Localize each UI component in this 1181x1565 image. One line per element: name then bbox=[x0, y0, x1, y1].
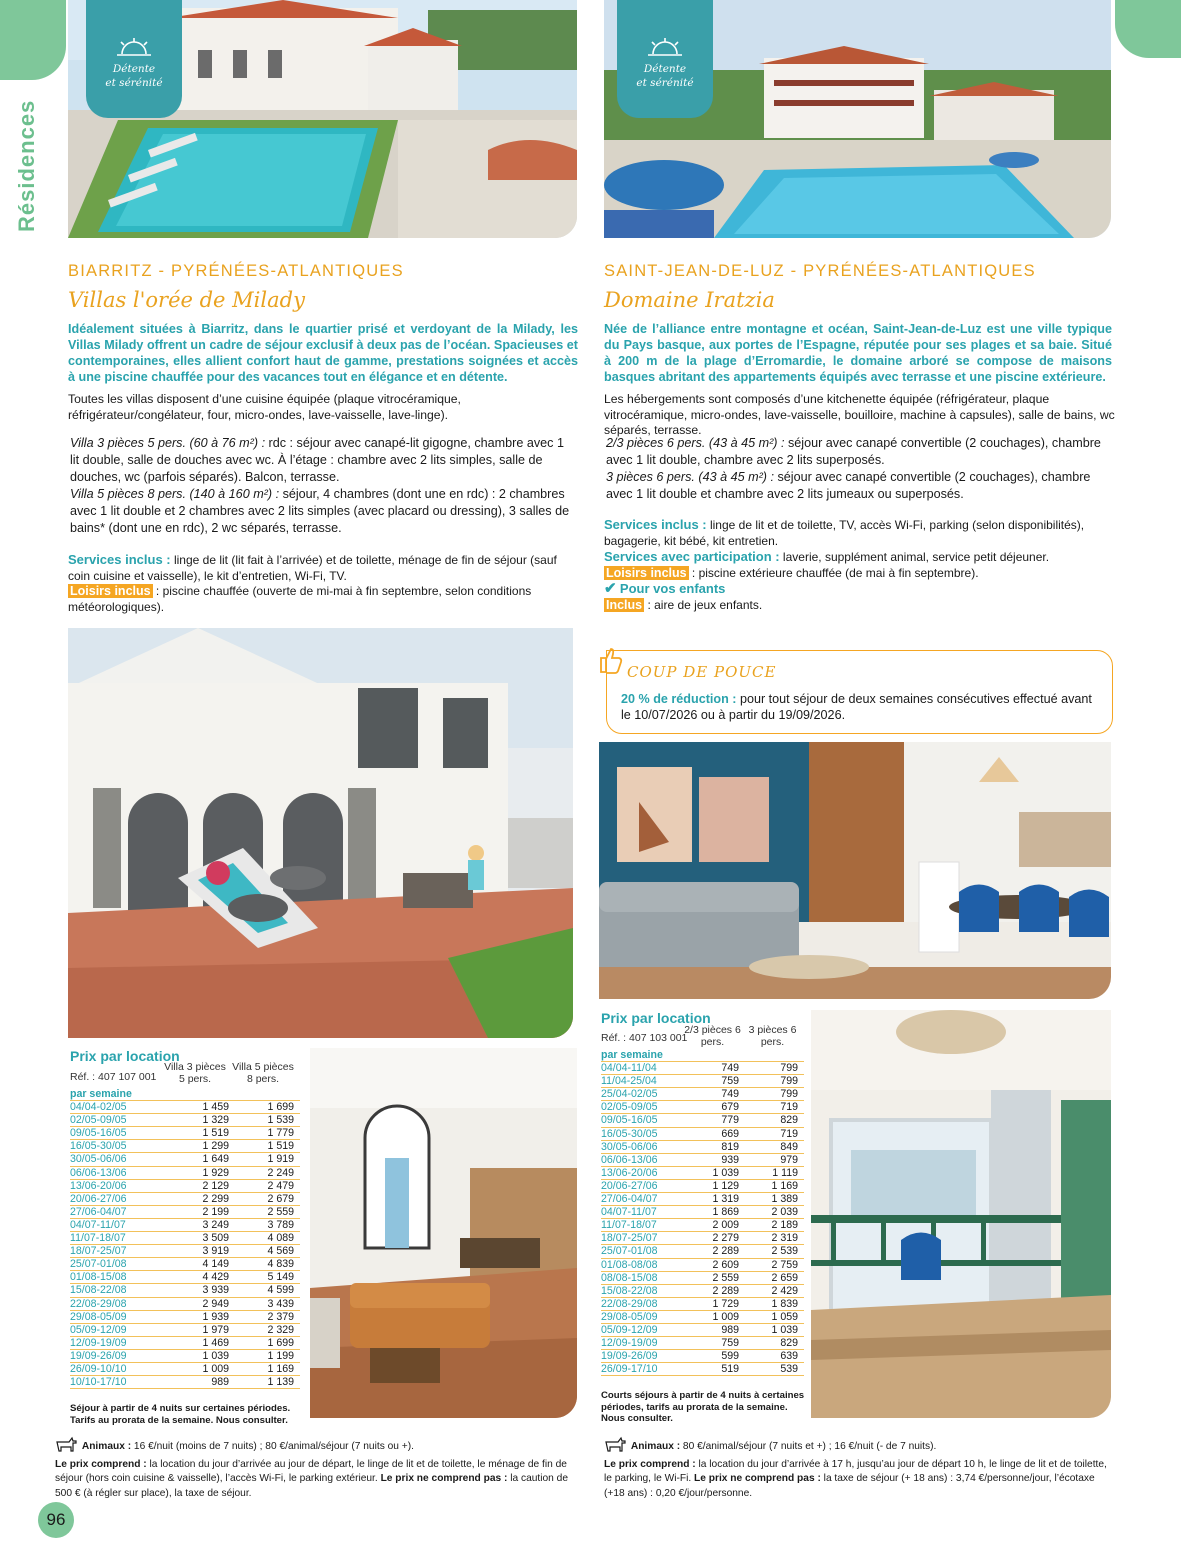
price-date-cell: 06/06-13/06 bbox=[70, 1166, 170, 1179]
table-row bbox=[601, 1166, 804, 1179]
price-date-cell: 20/06-27/06 bbox=[70, 1192, 170, 1205]
price-date-cell: 12/09-19/09 bbox=[601, 1337, 686, 1350]
price-date-cell: 02/05-09/05 bbox=[70, 1114, 170, 1127]
price-period-label: par semaine bbox=[601, 1049, 804, 1062]
price-date-cell: 02/05-09/05 bbox=[601, 1101, 686, 1114]
table-row bbox=[601, 1323, 804, 1336]
price-date-cell: 08/08-15/08 bbox=[601, 1271, 686, 1284]
price-value-cell: 829 bbox=[745, 1337, 804, 1350]
price-value-cell: 1 169 bbox=[745, 1179, 804, 1192]
price-value-cell: 1 039 bbox=[745, 1323, 804, 1336]
price-ref-left: Réf. : 407 107 001 bbox=[70, 1071, 157, 1083]
price-value-cell: 2 479 bbox=[235, 1179, 300, 1192]
services2-label: Services avec participation : bbox=[604, 549, 780, 564]
price-date-cell: 30/05-06/06 bbox=[70, 1153, 170, 1166]
units-left bbox=[70, 435, 575, 537]
price-value-cell: 3 249 bbox=[170, 1218, 235, 1231]
unit-desc: séjour avec canapé convertible (2 couchages), chambre avec 1 lit double, chambre avec 2 lits superposés. bbox=[606, 436, 1101, 467]
price-date-cell: 27/06-04/07 bbox=[70, 1205, 170, 1218]
price-value-cell: 4 429 bbox=[170, 1271, 235, 1284]
badge-line2: et sérénité bbox=[105, 77, 163, 89]
price-value-cell: 1 329 bbox=[170, 1114, 235, 1127]
price-value-cell: 3 939 bbox=[170, 1284, 235, 1297]
price-value-cell: 5 149 bbox=[235, 1271, 300, 1284]
price-value-cell: 939 bbox=[686, 1153, 745, 1166]
table-row bbox=[601, 1062, 804, 1075]
services2-text: laverie, supplément animal, service petit déjeuner. bbox=[779, 550, 1050, 564]
price-value-cell: 1 519 bbox=[235, 1140, 300, 1153]
price-period-row bbox=[601, 1049, 804, 1062]
table-row bbox=[601, 1271, 804, 1284]
kids-title: Pour vos enfants bbox=[619, 581, 726, 596]
price-value-cell: 2 129 bbox=[170, 1179, 235, 1192]
table-row bbox=[601, 1088, 804, 1101]
price-value-cell: 1 169 bbox=[235, 1362, 300, 1375]
units-right bbox=[606, 435, 1111, 503]
price-value-cell: 4 089 bbox=[235, 1232, 300, 1245]
price-date-cell: 04/04-11/04 bbox=[601, 1062, 686, 1075]
price-date-cell: 11/07-18/07 bbox=[70, 1232, 170, 1245]
table-row bbox=[70, 1349, 300, 1362]
leisure-text: : piscine chauffée (ouverte de mi-mai à fin septembre, selon conditions météorologiques). bbox=[68, 584, 532, 614]
price-value-cell: 2 289 bbox=[686, 1284, 745, 1297]
price-date-cell: 15/08-22/08 bbox=[601, 1284, 686, 1297]
table-row bbox=[70, 1114, 300, 1127]
price-value-cell: 799 bbox=[745, 1088, 804, 1101]
promo-label: 20 % de réduction : bbox=[621, 692, 737, 706]
price-table-left bbox=[70, 1088, 300, 1389]
price-value-cell: 719 bbox=[745, 1127, 804, 1140]
sun-icon bbox=[617, 38, 713, 61]
price-value-cell: 1 869 bbox=[686, 1206, 745, 1219]
price-value-cell: 779 bbox=[686, 1114, 745, 1127]
price-date-cell: 16/05-30/05 bbox=[70, 1140, 170, 1153]
price-value-cell: 4 149 bbox=[170, 1258, 235, 1271]
price-date-cell: 04/04-02/05 bbox=[70, 1101, 170, 1114]
animals-text: 16 €/nuit (moins de 7 nuits) ; 80 €/animal/séjour (7 nuits ou +). bbox=[131, 1441, 414, 1452]
table-row bbox=[601, 1297, 804, 1310]
table-row bbox=[70, 1127, 300, 1140]
table-row bbox=[601, 1206, 804, 1219]
price-value-cell: 2 539 bbox=[745, 1245, 804, 1258]
price-date-cell: 25/04-02/05 bbox=[601, 1088, 686, 1101]
unit-desc: rdc : séjour avec canapé-lit gigogne, chambre avec 1 lit double, salle de douches avec wc. À l’étage : chambre avec 2 lits simples, salle de douches, wc (parfois séparés). Balcon, terrasse. bbox=[70, 436, 564, 484]
price-value-cell: 2 299 bbox=[170, 1192, 235, 1205]
price-date-cell: 13/06-20/06 bbox=[601, 1166, 686, 1179]
price-date-cell: 22/08-29/08 bbox=[601, 1297, 686, 1310]
table-row bbox=[601, 1363, 804, 1376]
leisure-label: Loisirs inclus bbox=[70, 584, 151, 598]
kids-label: Inclus bbox=[606, 597, 643, 612]
apartment-balcony-photo bbox=[811, 1010, 1111, 1418]
price-value-cell: 1 009 bbox=[170, 1362, 235, 1375]
price-value-cell: 1 459 bbox=[170, 1101, 235, 1114]
residence-title-right: Domaine Iratzia bbox=[604, 288, 775, 312]
price-value-cell: 2 759 bbox=[745, 1258, 804, 1271]
price-value-cell: 1 919 bbox=[235, 1153, 300, 1166]
services-left bbox=[68, 552, 580, 615]
price-date-cell: 22/08-29/08 bbox=[70, 1297, 170, 1310]
table-row bbox=[601, 1245, 804, 1258]
badge-line1: Détente bbox=[643, 63, 687, 75]
price-date-cell: 25/07-01/08 bbox=[70, 1258, 170, 1271]
footer-right bbox=[604, 1436, 1116, 1501]
price-value-cell: 1 979 bbox=[170, 1323, 235, 1336]
price-value-cell: 1 929 bbox=[170, 1166, 235, 1179]
price-date-cell: 05/09-12/09 bbox=[70, 1323, 170, 1336]
price-date-cell: 27/06-04/07 bbox=[601, 1193, 686, 1206]
table-row bbox=[601, 1114, 804, 1127]
price-date-cell: 16/05-30/05 bbox=[601, 1127, 686, 1140]
table-row bbox=[70, 1218, 300, 1231]
corner-tab-right bbox=[1115, 0, 1181, 58]
price-value-cell: 1 779 bbox=[235, 1127, 300, 1140]
table-row bbox=[70, 1310, 300, 1323]
price-value-cell: 1 009 bbox=[686, 1310, 745, 1323]
price-value-cell: 2 279 bbox=[686, 1232, 745, 1245]
price-value-cell: 719 bbox=[745, 1101, 804, 1114]
price-value-cell: 3 789 bbox=[235, 1218, 300, 1231]
price-date-cell: 11/07-18/07 bbox=[601, 1219, 686, 1232]
includes-label: Le prix comprend : bbox=[604, 1458, 696, 1470]
promo-text bbox=[621, 691, 1105, 723]
price-value-cell: 979 bbox=[745, 1153, 804, 1166]
table-row bbox=[70, 1140, 300, 1153]
price-value-cell: 849 bbox=[745, 1140, 804, 1153]
unit-desc: séjour, 4 chambres (dont une en rdc) : 2 chambres avec 1 lit double et 2 chambres avec 2 lits simples (avec placard ou dressing), 3 salles de bains* (dont une en rdc), 2 wc séparés, terrasse. bbox=[70, 487, 570, 535]
unit-name: 2/3 pièces 6 pers. (43 à 45 m²) : bbox=[606, 436, 785, 450]
leisure-label: Loisirs inclus bbox=[606, 565, 687, 580]
price-value-cell: 2 609 bbox=[686, 1258, 745, 1271]
table-row bbox=[70, 1205, 300, 1218]
kids-text: : aire de jeux enfants. bbox=[644, 597, 763, 612]
price-value-cell: 1 319 bbox=[686, 1193, 745, 1206]
price-table-right bbox=[601, 1049, 804, 1376]
price-value-cell: 2 379 bbox=[235, 1310, 300, 1323]
price-value-cell: 1 649 bbox=[170, 1153, 235, 1166]
price-col2-right: 3 pièces 6 pers. bbox=[748, 1024, 797, 1048]
animals-text: 80 €/animal/séjour (7 nuits et +) ; 16 €/nuit (- de 7 nuits). bbox=[680, 1441, 937, 1452]
price-date-cell: 09/05-16/05 bbox=[70, 1127, 170, 1140]
corner-tab-left bbox=[0, 0, 66, 80]
price-value-cell: 1 139 bbox=[235, 1376, 300, 1389]
price-value-cell: 799 bbox=[745, 1075, 804, 1088]
price-value-cell: 2 329 bbox=[235, 1323, 300, 1336]
price-value-cell: 2 949 bbox=[170, 1297, 235, 1310]
price-date-cell: 12/09-19/09 bbox=[70, 1336, 170, 1349]
price-value-cell: 2 659 bbox=[745, 1271, 804, 1284]
services-text: linge de lit et de toilette, TV, accès Wi-Fi, parking (selon disponibilités), bagagerie, kit bébé, kit entretien. bbox=[604, 518, 1085, 548]
price-value-cell: 1 729 bbox=[686, 1297, 745, 1310]
price-date-cell: 18/07-25/07 bbox=[70, 1245, 170, 1258]
price-date-cell: 05/09-12/09 bbox=[601, 1323, 686, 1336]
table-row bbox=[70, 1284, 300, 1297]
table-row bbox=[70, 1362, 300, 1375]
price-value-cell: 1 199 bbox=[235, 1349, 300, 1362]
price-date-cell: 19/09-26/09 bbox=[70, 1349, 170, 1362]
price-date-cell: 01/08-08/08 bbox=[601, 1258, 686, 1271]
table-row bbox=[70, 1271, 300, 1284]
price-col1-right: 2/3 pièces 6 pers. bbox=[684, 1024, 741, 1048]
price-value-cell: 2 559 bbox=[686, 1271, 745, 1284]
price-value-cell: 3 919 bbox=[170, 1245, 235, 1258]
price-value-cell: 2 249 bbox=[235, 1166, 300, 1179]
excludes-label: Le prix ne comprend pas : bbox=[380, 1473, 508, 1484]
intro-left: Idéalement situées à Biarritz, dans le quartier prisé et verdoyant de la Milady, les Villas Milady offrent un cadre de séjour exclusif à deux pas de l’océan. Spacieuses et contemporaines, elles allient confort haut de gamme, prestations soignées et accès à une piscine chauffée pour des vacances tout en élégance et en détente. bbox=[68, 322, 578, 384]
excludes-label: Le prix ne comprend pas : bbox=[694, 1473, 821, 1484]
table-row bbox=[70, 1258, 300, 1271]
price-value-cell: 1 299 bbox=[170, 1140, 235, 1153]
price-value-cell: 3 509 bbox=[170, 1232, 235, 1245]
price-col2-left: Villa 5 pièces 8 pers. bbox=[232, 1061, 294, 1085]
price-value-cell: 1 699 bbox=[235, 1101, 300, 1114]
price-date-cell: 06/06-13/06 bbox=[601, 1153, 686, 1166]
apartment-living-photo bbox=[599, 742, 1111, 999]
price-date-cell: 19/09-26/09 bbox=[601, 1350, 686, 1363]
price-value-cell: 2 199 bbox=[170, 1205, 235, 1218]
price-value-cell: 2 009 bbox=[686, 1219, 745, 1232]
dog-icon bbox=[604, 1436, 626, 1458]
unit-desc: séjour avec canapé convertible (2 couchages), chambre avec 1 lit double et chambre avec 2 lits jumeaux ou superposés. bbox=[606, 470, 1091, 501]
price-value-cell: 2 289 bbox=[686, 1245, 745, 1258]
footer-left bbox=[55, 1436, 580, 1501]
table-row bbox=[70, 1245, 300, 1258]
price-value-cell: 1 539 bbox=[235, 1114, 300, 1127]
price-ref-right: Réf. : 407 103 001 bbox=[601, 1032, 688, 1044]
price-period-label: par semaine bbox=[70, 1088, 300, 1101]
leisure-text: : piscine extérieure chauffée (de mai à fin septembre). bbox=[688, 565, 979, 580]
sun-icon bbox=[86, 38, 182, 61]
excludes-text: la caution de 500 € (à régler sur place), la taxe de séjour. bbox=[55, 1473, 568, 1499]
table-row bbox=[601, 1232, 804, 1245]
price-value-cell: 519 bbox=[686, 1363, 745, 1376]
table-row bbox=[601, 1193, 804, 1206]
table-row bbox=[70, 1232, 300, 1245]
price-date-cell: 25/07-01/08 bbox=[601, 1245, 686, 1258]
price-date-cell: 15/08-22/08 bbox=[70, 1284, 170, 1297]
table-row bbox=[70, 1376, 300, 1389]
residence-title-left: Villas l'orée de Milady bbox=[68, 288, 305, 312]
price-date-cell: 09/05-16/05 bbox=[601, 1114, 686, 1127]
price-date-cell: 26/09-10/10 bbox=[70, 1362, 170, 1375]
table-row bbox=[601, 1127, 804, 1140]
equipment-right: Les hébergements sont composés d’une kitchenette équipée (réfrigérateur, plaque vitrocéramique, micro-ondes, lave-vaisselle, bouilloire, machine à capsules), salle de bains, wc séparés, terrasse. bbox=[604, 392, 1115, 437]
price-value-cell: 819 bbox=[686, 1140, 745, 1153]
price-value-cell: 1 519 bbox=[170, 1127, 235, 1140]
includes-text: la location du jour d’arrivée au jour de départ, le linge de lit et de toilette, le ménage de fin de séjour (hors coin cuisine & vaisselle), l’accès Wi-Fi, le parking extérieur. bbox=[55, 1458, 567, 1484]
page-number: 96 bbox=[38, 1502, 74, 1538]
price-date-cell: 11/04-25/04 bbox=[601, 1075, 686, 1088]
relax-badge bbox=[86, 0, 182, 118]
badge-line2: et sérénité bbox=[636, 77, 694, 89]
section-label: Résidences bbox=[14, 99, 39, 232]
price-note-left: Séjour à partir de 4 nuits sur certaines périodes. Tarifs au prorata de la semaine. Nous consulter. bbox=[70, 1403, 291, 1426]
table-row bbox=[70, 1192, 300, 1205]
price-value-cell: 1 129 bbox=[686, 1179, 745, 1192]
table-row bbox=[601, 1075, 804, 1088]
price-date-cell: 13/06-20/06 bbox=[70, 1179, 170, 1192]
price-note-right: Courts séjours à partir de 4 nuits à certaines périodes, tarifs au prorata de la semaine. Nous consulter. bbox=[601, 1390, 805, 1424]
region-left: BIARRITZ - PYRÉNÉES-ATLANTIQUES bbox=[68, 262, 404, 280]
price-value-cell: 1 119 bbox=[745, 1166, 804, 1179]
includes-label: Le prix comprend : bbox=[55, 1458, 147, 1470]
equipment-left: Toutes les villas disposent d’une cuisine équipée (plaque vitrocéramique, réfrigérateur/congélateur, four, micro-ondes, lave-vaisselle, lave-linge). bbox=[68, 392, 461, 422]
villa-living-room-photo bbox=[310, 1048, 577, 1418]
price-date-cell: 26/09-17/10 bbox=[601, 1363, 686, 1376]
table-row bbox=[601, 1310, 804, 1323]
badge-line1: Détente bbox=[112, 63, 156, 75]
price-value-cell: 2 679 bbox=[235, 1192, 300, 1205]
table-row bbox=[601, 1153, 804, 1166]
table-row bbox=[601, 1219, 804, 1232]
intro-right: Née de l’alliance entre montagne et océan, Saint-Jean-de-Luz est une ville typique du Pays basque, aux portes de l’Espagne, réputée pour ses plages et sa baie. Situé à 200 m de la plage d’Erromardie, le domaine arboré se compose de maisons basques abritant des appartements équipés avec terrasse et une piscine extérieure. bbox=[604, 322, 1112, 384]
includes-text: la location du jour d’arrivée à 17 h, jusqu’au jour de départ 10 h, le linge de lit et de toilette, le parking, le Wi-Fi. bbox=[604, 1458, 1107, 1484]
price-value-cell: 989 bbox=[170, 1376, 235, 1389]
promo-desc: pour tout séjour de deux semaines consécutives effectué avant le 10/07/2026 ou à partir du 19/09/2026. bbox=[621, 692, 1092, 722]
excludes-text: la taxe de séjour (+ 18 ans) : 3,74 €/personne/jour, l’écotaxe (+18 ans) : 0,20 €/jour/personne. bbox=[604, 1473, 1095, 1499]
price-date-cell: 10/10-17/10 bbox=[70, 1376, 170, 1389]
price-value-cell: 599 bbox=[686, 1350, 745, 1363]
price-value-cell: 669 bbox=[686, 1127, 745, 1140]
table-row bbox=[601, 1140, 804, 1153]
price-date-cell: 18/07-25/07 bbox=[601, 1232, 686, 1245]
price-value-cell: 799 bbox=[745, 1062, 804, 1075]
region-right: SAINT-JEAN-DE-LUZ - PYRÉNÉES-ATLANTIQUES bbox=[604, 262, 1036, 280]
table-row bbox=[70, 1297, 300, 1310]
villa-terrace-photo bbox=[68, 628, 573, 1038]
price-col1-left: Villa 3 pièces 5 pers. bbox=[164, 1061, 226, 1085]
table-row bbox=[601, 1337, 804, 1350]
price-value-cell: 1 839 bbox=[745, 1297, 804, 1310]
services-label: Services inclus : bbox=[68, 552, 171, 567]
relax-badge bbox=[617, 0, 713, 118]
unit-name: Villa 3 pièces 5 pers. (60 à 76 m²) : bbox=[70, 436, 266, 450]
price-value-cell: 2 039 bbox=[745, 1206, 804, 1219]
price-period-row bbox=[70, 1088, 300, 1101]
table-row bbox=[601, 1284, 804, 1297]
dog-icon bbox=[55, 1436, 77, 1458]
price-value-cell: 749 bbox=[686, 1062, 745, 1075]
table-row bbox=[601, 1350, 804, 1363]
table-row bbox=[601, 1179, 804, 1192]
unit-name: 3 pièces 6 pers. (43 à 45 m²) : bbox=[606, 470, 774, 484]
promo-title: COUP DE POUCE bbox=[627, 663, 777, 681]
price-value-cell: 1 699 bbox=[235, 1336, 300, 1349]
services-label: Services inclus : bbox=[604, 517, 707, 532]
price-date-cell: 04/07-11/07 bbox=[601, 1206, 686, 1219]
price-value-cell: 639 bbox=[745, 1350, 804, 1363]
price-value-cell: 679 bbox=[686, 1101, 745, 1114]
animals-label: Animaux : bbox=[81, 1441, 132, 1452]
table-row bbox=[70, 1179, 300, 1192]
price-value-cell: 1 059 bbox=[745, 1310, 804, 1323]
check-icon: ✔ bbox=[604, 580, 617, 597]
unit-name: Villa 5 pièces 8 pers. (140 à 160 m²) : bbox=[70, 487, 280, 501]
table-row bbox=[70, 1323, 300, 1336]
services-text: linge de lit (lit fait à l’arrivée) et de toilette, ménage de fin de séjour (sauf coin cuisine et vaisselle), le kit d’entretien, Wi-Fi, TV. bbox=[68, 553, 557, 583]
price-value-cell: 3 439 bbox=[235, 1297, 300, 1310]
table-row bbox=[601, 1101, 804, 1114]
price-value-cell: 989 bbox=[686, 1323, 745, 1336]
price-value-cell: 4 599 bbox=[235, 1284, 300, 1297]
price-value-cell: 2 429 bbox=[745, 1284, 804, 1297]
price-value-cell: 1 939 bbox=[170, 1310, 235, 1323]
price-value-cell: 749 bbox=[686, 1088, 745, 1101]
table-row bbox=[70, 1101, 300, 1114]
price-value-cell: 759 bbox=[686, 1337, 745, 1350]
price-value-cell: 1 039 bbox=[686, 1166, 745, 1179]
price-value-cell: 1 469 bbox=[170, 1336, 235, 1349]
table-row bbox=[601, 1258, 804, 1271]
price-date-cell: 30/05-06/06 bbox=[601, 1140, 686, 1153]
price-date-cell: 01/08-15/08 bbox=[70, 1271, 170, 1284]
price-value-cell: 2 319 bbox=[745, 1232, 804, 1245]
price-date-cell: 29/08-05/09 bbox=[601, 1310, 686, 1323]
price-value-cell: 829 bbox=[745, 1114, 804, 1127]
price-value-cell: 539 bbox=[745, 1363, 804, 1376]
animals-label: Animaux : bbox=[630, 1441, 681, 1452]
price-value-cell: 1 389 bbox=[745, 1193, 804, 1206]
table-row bbox=[70, 1153, 300, 1166]
price-value-cell: 2 189 bbox=[745, 1219, 804, 1232]
price-value-cell: 4 569 bbox=[235, 1245, 300, 1258]
promo-box bbox=[606, 650, 1113, 734]
table-row bbox=[70, 1166, 300, 1179]
price-value-cell: 1 039 bbox=[170, 1349, 235, 1362]
price-value-cell: 759 bbox=[686, 1075, 745, 1088]
price-value-cell: 2 559 bbox=[235, 1205, 300, 1218]
price-date-cell: 04/07-11/07 bbox=[70, 1218, 170, 1231]
table-row bbox=[70, 1336, 300, 1349]
services-right bbox=[604, 517, 1116, 613]
price-date-cell: 29/08-05/09 bbox=[70, 1310, 170, 1323]
price-value-cell: 4 839 bbox=[235, 1258, 300, 1271]
price-date-cell: 20/06-27/06 bbox=[601, 1179, 686, 1192]
price-title-right: Prix par location bbox=[601, 1010, 711, 1026]
price-title-left: Prix par location bbox=[70, 1048, 180, 1064]
